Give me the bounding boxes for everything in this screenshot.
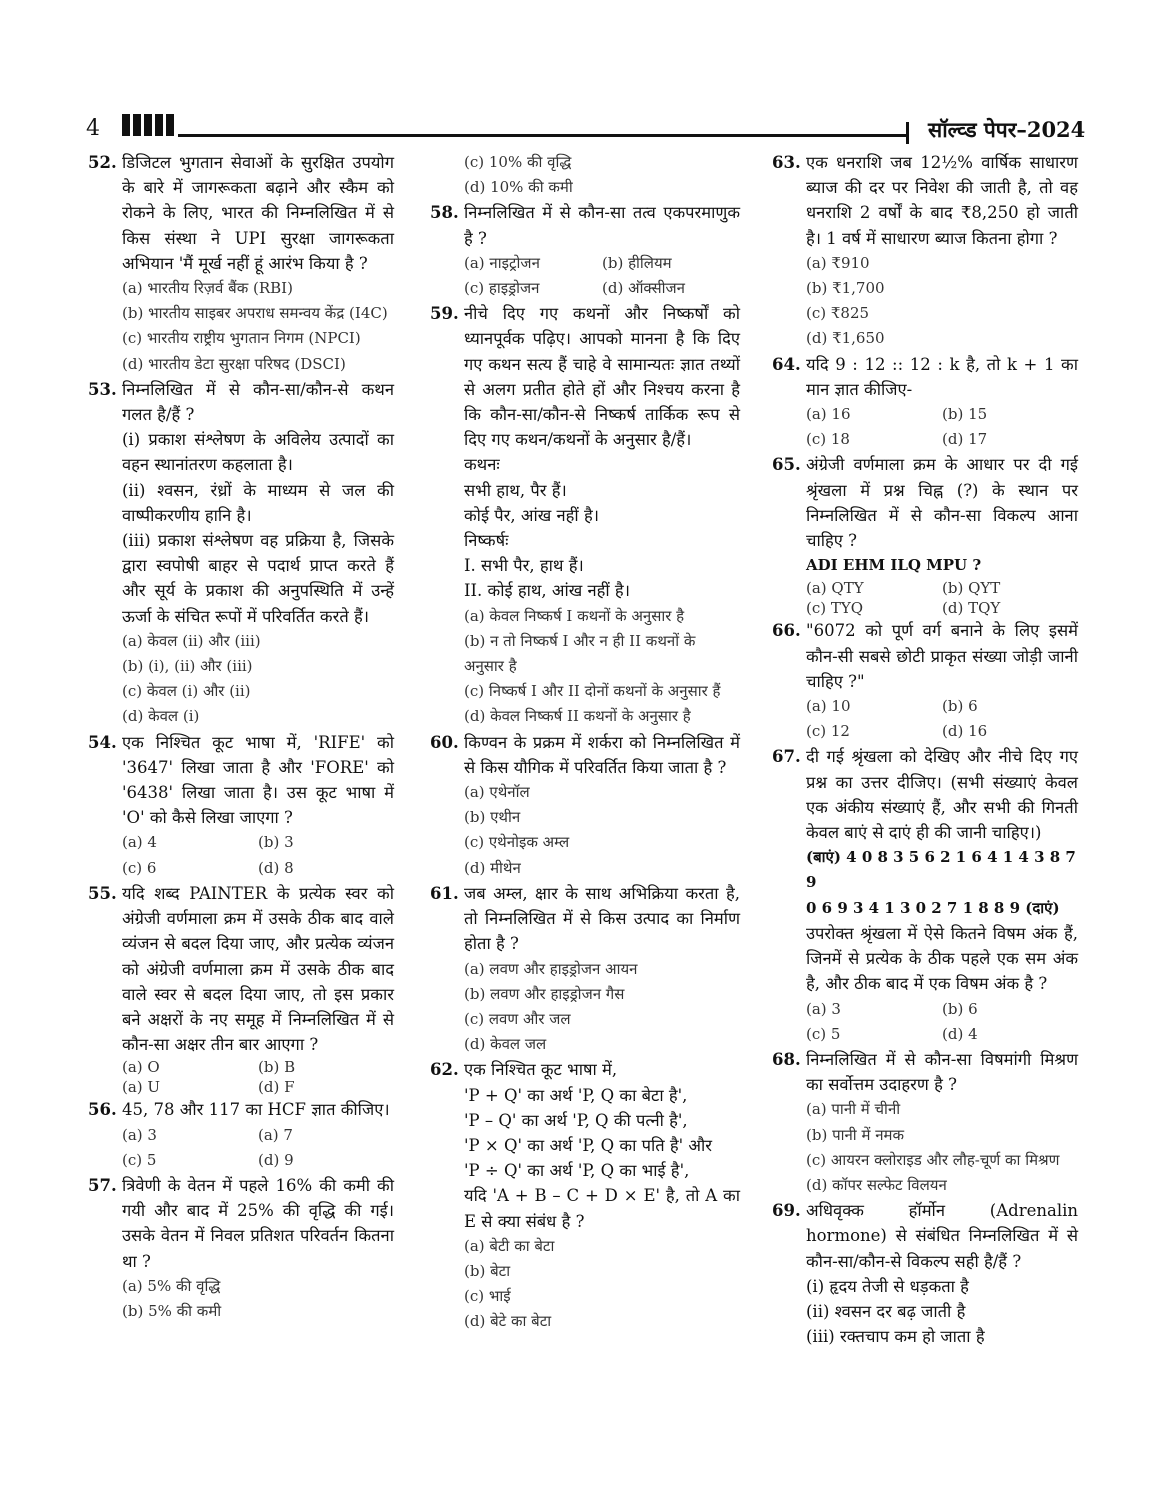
text-line: 'P × Q' का अर्थ 'P, Q का पति है' और [464,1135,713,1155]
question-59: 59. नीचे दिए गए कथनों और निष्कर्षों को ध्यानपूर्वक पढ़िए। आपको मानना है कि दिए गए कथन सत्य हैं चाहे वे सामान्यतः ज्ञात तथ्यों से अलग प्रतीत होते हों और निश्चय करना है कि कौन-सा/कौन-से निष्कर्ष तार्किक रूप से दिए गए कथन/कथनों के अनुसार है/हैं। [430,304,740,450]
option: (b) लवण और हाइड्रोजन गैस [464,984,625,1003]
letter-series: ADI EHM ILQ MPU ? [806,556,982,575]
statement: (ii) श्वसन दर बढ़ जाती है [806,1301,966,1321]
option-row: (c) 6 (d) 8 [122,858,294,877]
question-66: 66. "6072 को पूर्ण वर्ग बनाने के लिए इसमें कौन-सी सबसे छोटी प्राकृत संख्या जोड़ी जानी चाहिए ?" [772,621,1078,691]
option-row: (a) U (d) F [122,1078,295,1097]
option: (b) ₹1,700 [806,279,885,298]
column-2 [430,150,740,1335]
option: (c) ₹825 [806,304,870,323]
option: (b) 5% की कमी [122,1301,222,1320]
option: (a) भारतीय रिज़र्व बैंक (RBI) [122,279,293,298]
option: (a) 5% की वृद्धि [122,1276,221,1295]
question-52: 52. डिजिटल भुगतान सेवाओं के सुरक्षित उपयोग के बारे में जागरूकता बढ़ाने और स्कैम को रोकने के लिए, भारत की निम्नलिखित में से किस संस्था ने UPI सुरक्षा जागरूकता अभियान 'मैं मूर्ख नहीं हूं आरंभ किया है ? [88,153,394,273]
option: (d) केवल जल [464,1035,547,1054]
question-56: 56. 45, 78 और 117 का HCF ज्ञात कीजिए। [88,1100,390,1120]
option: (b) एथीन [464,808,521,827]
option-row: (a) 3 (a) 7 [122,1125,293,1144]
option: (b) न तो निष्कर्ष I और न ही II कथनों के अनुसार है [464,631,696,676]
statement: (i) प्रकाश संश्लेषण के अविलेय उत्पादों का वहन स्थानांतरण कहलाता है। [122,430,394,475]
question-54: 54. एक निश्चित कूट भाषा में, 'RIFE' को '3647' लिखा जाता है और 'FORE' को '6438' लिखा जाता है। उस कूट भाषा में 'O' को कैसे लिखा जाएगा ? [88,732,394,828]
text-line: कोई पैर, आंख नहीं है। [464,505,599,525]
option: (a) बेटी का बेटा [464,1236,555,1255]
header-tick [906,122,909,144]
option-row: (a) 10 (b) 6 [806,697,978,716]
text-line: यदि 'A + B – C + D × E' है, तो A का E से क्या संबंध है ? [464,1186,740,1231]
text-line: 'P + Q' का अर्थ 'P, Q का बेटा है', [464,1085,688,1105]
question-67: 67. दी गई श्रृंखला को देखिए और नीचे दिए गए प्रश्न का उत्तर दीजिए। (सभी संख्याएं केवल एक अंकीय संख्याएं हैं, और सभी की गिनती केवल बाएं से दाएं ही की जानी चाहिए।) [772,747,1078,843]
question-61: 61. जब अम्ल, क्षार के साथ अभिक्रिया करता है, तो निम्नलिखित में से किस उत्पाद का निर्माण होता है ? [430,883,740,954]
option: (a) केवल निष्कर्ष I कथनों के अनुसार है [464,606,685,625]
question-57: 57. त्रिवेणी के वेतन में पहले 16% की कमी की गयी और बाद में 25% की वृद्धि की गई। उसके वेतन में निवल प्रतिशत परिवर्तन कितना था ? [88,1175,394,1271]
option: (a) एथेनॉल [464,783,530,802]
option: (a) पानी में चीनी [806,1100,901,1119]
question-64: 64. यदि 9 : 12 :: 12 : k है, तो k + 1 का मान ज्ञात कीजिए- [772,354,1078,399]
statement: (iii) रक्तचाप कम हो जाता है [806,1327,985,1347]
header-rule [178,134,906,137]
column-3 [772,150,1078,1349]
option: (a) केवल (ii) और (iii) [122,631,261,650]
statement: (iii) प्रकाश संश्लेषण वह प्रक्रिया है, जिसके द्वारा स्वपोषी बाहर से पदार्थ प्राप्त करते हैं और सूर्य के प्रकाश की अनुपस्थिति में उन्हें ऊर्जा के संचित रूपों में परिवर्तित करते हैं। [122,531,394,626]
page-header [0,110,1159,150]
option-row: (c) 18 (d) 17 [806,430,988,449]
option-row: (a) 3 (b) 6 [806,999,978,1018]
option: (d) केवल (i) [122,707,200,726]
option: (d) भारतीय डेटा सुरक्षा परिषद (DSCI) [122,354,346,373]
option-row: (a) 16 (b) 15 [806,405,988,424]
option: (d) कॉपर सल्फेट विलयन [806,1175,947,1194]
option-row: (a) 4 (b) 3 [122,833,294,852]
option: (d) मीथेन [464,858,521,877]
option-row: (c) 12 (d) 16 [806,722,988,741]
option: (c) 10% की वृद्धि [464,153,572,171]
option: (c) आयरन क्लोराइड और लौह-चूर्ण का मिश्रण [806,1150,1060,1169]
header-bars-decoration [122,114,177,136]
option-row: (a) नाइट्रोजन (b) हीलियम [464,253,672,272]
option: (c) एथेनोइक अम्ल [464,833,570,852]
statement: (i) हृदय तेजी से धड़कता है [806,1276,969,1296]
option: (c) निष्कर्ष I और II दोनों कथनों के अनुसार हैं [464,682,721,701]
option-row: (c) हाइड्रोजन (d) ऑक्सीजन [464,279,685,298]
question-55: 55. यदि शब्द PAINTER के प्रत्येक स्वर को अंग्रेजी वर्णमाला क्रम में उसके ठीक बाद वाले व्यंजन से बदल दिया जाए, और प्रत्येक व्यंजन को अंग्रेजी वर्णमाला क्रम में उसके ठीक बाद वाले स्वर से बदल दिया जाए, तो इस प्रकार बने अक्षरों के नए समूह में निम्नलिखित में से कौन-सा अक्षर तीन बार आएगा ? [88,883,394,1055]
option: (b) भारतीय साइबर अपराध समन्वय केंद्र (I4C) [122,304,388,323]
question-62: 62. एक निश्चित कूट भाषा में, [430,1060,618,1080]
option: (c) लवण और जल [464,1009,571,1028]
option: (d) बेटे का बेटा [464,1312,552,1331]
option: (d) केवल निष्कर्ष II कथनों के अनुसार है [464,707,691,726]
question-58: 58. निम्नलिखित में से कौन-सा तत्व एकपरमाणुक है ? [430,203,740,248]
option-row: (c) 5 (d) 4 [806,1024,978,1043]
option: (c) केवल (i) और (ii) [122,682,251,701]
number-series: (बाएं) 4 0 8 3 5 6 2 1 6 4 1 4 3 8 7 9 [806,848,1076,892]
text-line: 'P – Q' का अर्थ 'P, Q की पत्नी है', [464,1110,688,1130]
text-line: 'P ÷ Q' का अर्थ 'P, Q का भाई है', [464,1161,690,1181]
question-68: 68. निम्नलिखित में से कौन-सा विषमांगी मिश्रण का सर्वोत्तम उदाहरण है ? [772,1049,1078,1095]
number-series: 0 6 9 3 4 1 3 0 2 7 1 8 8 9 (दाएं) [806,898,1060,917]
option-row: (a) QTY (b) QYT [806,579,1001,598]
option: (b) (i), (ii) और (iii) [122,657,253,676]
conclusion: II. कोई हाथ, आंख नहीं है। [464,581,630,601]
question-65: 65. अंग्रेजी वर्णमाला क्रम के आधार पर दी गई श्रृंखला में प्रश्न चिह्न (?) के स्थान पर निम्नलिखित में से कौन-सा विकल्प आना चाहिए ? [772,455,1078,551]
question-text: उपरोक्त श्रृंखला में ऐसे कितने विषम अंक हैं, जिनमें से प्रत्येक के ठीक पहले एक सम अंक है, और ठीक बाद में एक विषम अंक है ? [806,923,1078,994]
header-title: सॉल्व्ड पेपर–2024 [928,117,1086,142]
option: (d) ₹1,650 [806,329,885,348]
question-53: 53. निम्नलिखित में से कौन-सा/कौन-से कथन गलत है/हैं ? [88,379,394,425]
text-line: निष्कर्षः [464,531,509,551]
option: (a) ₹910 [806,253,870,272]
page-number: 4 [86,116,100,141]
question-69: 69. अधिवृक्क हॉर्मोन (Adrenalin hormone) से संबंधित निम्नलिखित में से कौन-सा/कौन-से विकल्प सही है/हैं ? [772,1201,1078,1271]
option: (c) भारतीय राष्ट्रीय भुगतान निगम (NPCI) [122,329,361,348]
text-line: कथनः [464,455,500,475]
conclusion: I. सभी पैर, हाथ हैं। [464,556,584,576]
question-63: 63. एक धनराशि जब 12½% वार्षिक साधारण ब्याज की दर पर निवेश की जाती है, तो वह धनराशि 2 वर्षों के बाद ₹8,250 हो जाती है। 1 वर्ष में साधारण ब्याज कितना होगा ? [772,153,1078,248]
question-60: 60. किण्वन के प्रक्रम में शर्करा को निम्नलिखित में से किस यौगिक में परिवर्तित किया जाता है ? [430,732,740,777]
option-row: (a) O (b) B [122,1058,296,1077]
option: (a) लवण और हाइड्रोजन आयन [464,959,638,978]
statement: (ii) श्वसन, रंध्रों के माध्यम से जल की वाष्पीकरणीय हानि है। [122,480,394,525]
column-1 [88,150,394,1324]
option: (b) बेटा [464,1261,511,1280]
text-line: सभी हाथ, पैर हैं। [464,480,567,500]
option-row: (c) TYQ (d) TQY [806,599,1001,618]
option: (b) पानी में नमक [806,1125,905,1144]
option-row: (c) 5 (d) 9 [122,1150,294,1169]
option: (c) भाई [464,1287,511,1306]
option: (d) 10% की कमी [464,178,573,197]
